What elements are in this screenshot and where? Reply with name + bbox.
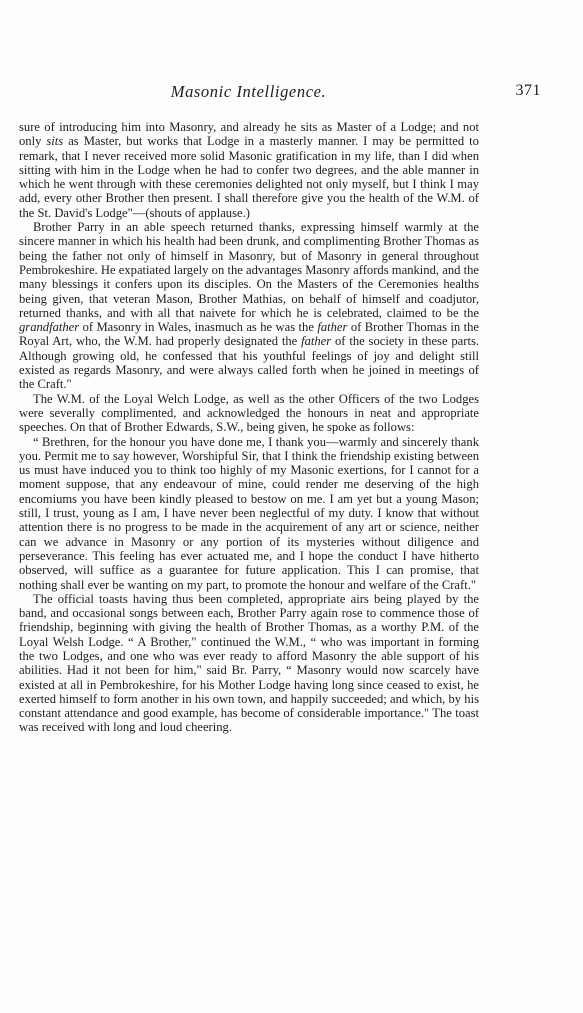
text-run: of Masonry in Wales, inasmuch as he was the	[79, 320, 318, 335]
italic-text-run: father	[317, 320, 348, 335]
italic-text-run: father	[301, 334, 332, 349]
page-number: 371	[515, 82, 541, 99]
text-run: of Brother Thomas in the Royal Art, who, the W.M. had properly designated the	[19, 320, 479, 349]
text-run: Brother Parry in an able speech returned thanks, expressing himself warmly at the sincere manner in which his health had been drunk, and complimenting Brother Thomas as being the father not only of himself in Masonry, but of Masonry in general throughout Pembrokeshire. He expatiated largely on the advantages Masonry affords mankind, and the many blessings it confers upon its disciples. On the Masters of the Ceremonies healths being given, that veteran Mason, Brother Mathias, on behalf of himself and coadjutor, returned thanks, and with all that naivete for which he is celebrated, claimed to be the	[19, 220, 479, 320]
text-run: The W.M. of the Loyal Welch Lodge, as well as the other Officers of the two Lodges were severally complimented, and acknowledged the honours in neat and appropriate speeches. On that of Brother Edwards, S.W., being given, he spoke as follows:	[19, 391, 479, 435]
text-run: “ Brethren, for the honour you have done me, I thank you—warmly and sincerely thank you. Permit me to say however, Worshipful Sir, that I think the friendship existing between us must have induced you to think too highly of my Masonic exertions, for I cannot for a moment suppose, that any endeavour of mine, could render me deserving of the high encomiums you have been kindly pleased to bestow on me. I am yet but a young Mason; still, I trust, young as I am, I have never been neglectful of my duty. I know that without attention there is no progress to be made in the acquirement of any art or science, neither can we advance in Masonry or any portion of its mysteries without diligence and perseverance. This feeling has ever actuated me, and I hope the conduct I have hitherto observed, will suffice as a guarantee for future application. This I can promise, that nothing shall ever be wanting on my part, to promote the honour and welfare of the Craft."	[19, 434, 479, 592]
body-text	[19, 120, 479, 735]
italic-text-run: grandfather	[19, 320, 80, 335]
text-run: The official toasts having thus been completed, appropriate airs being played by the band, and occasional songs between each, Brother Parry again rose to commence those of friendship, beginning with giving the health of Brother Thomas, as a worthy P.M. of the Loyal Welsh Lodge. “ A Brother," continued the W.M., “ who was important in forming the two Lodges, and one who was ever ready to afford Masonry the able support of his abilities. Had it not been for him," said Br. Parry, “ Masonry would now scarcely have existed at all in Pembrokeshire, for his Mother Lodge having long since ceased to exist, he exerted himself to form another in his own town, and happily succeeded; and which, by his constant attendance and good example, has become of considerable importance." The toast was received with long and loud cheering.	[19, 591, 479, 735]
running-title: Masonic Intelligence.	[170, 82, 327, 101]
text-run: as Master, but works that Lodge in a masterly manner. I may be permitted to remark, that I never received more solid Masonic gratification in my life, than I did when sitting with him in the Lodge when he had to confer two degrees, and the able manner in which he went through with these ceremonies delighted not only myself, but I think I may add, every other Brother then present. I shall therefore give you the health of the W.M. of the St. David's Lodge"—(shouts of applause.)	[19, 134, 479, 220]
paragraph	[19, 220, 479, 392]
italic-text-run: sits	[46, 134, 64, 149]
text-run: sure of introducing him into Masonry, and already he sits as Master of a Lodge; and not only	[19, 120, 479, 149]
text-run: of the society in these parts. Although growing old, he confessed that his youthful feelings of joy and delight still existed as regards Masonry, and were always called forth when he joined in meetings of the Craft."	[19, 334, 480, 392]
paragraph	[19, 435, 479, 592]
paragraph	[19, 120, 479, 220]
paragraph	[19, 392, 479, 435]
paragraph	[19, 592, 479, 735]
running-head	[18, 82, 541, 104]
